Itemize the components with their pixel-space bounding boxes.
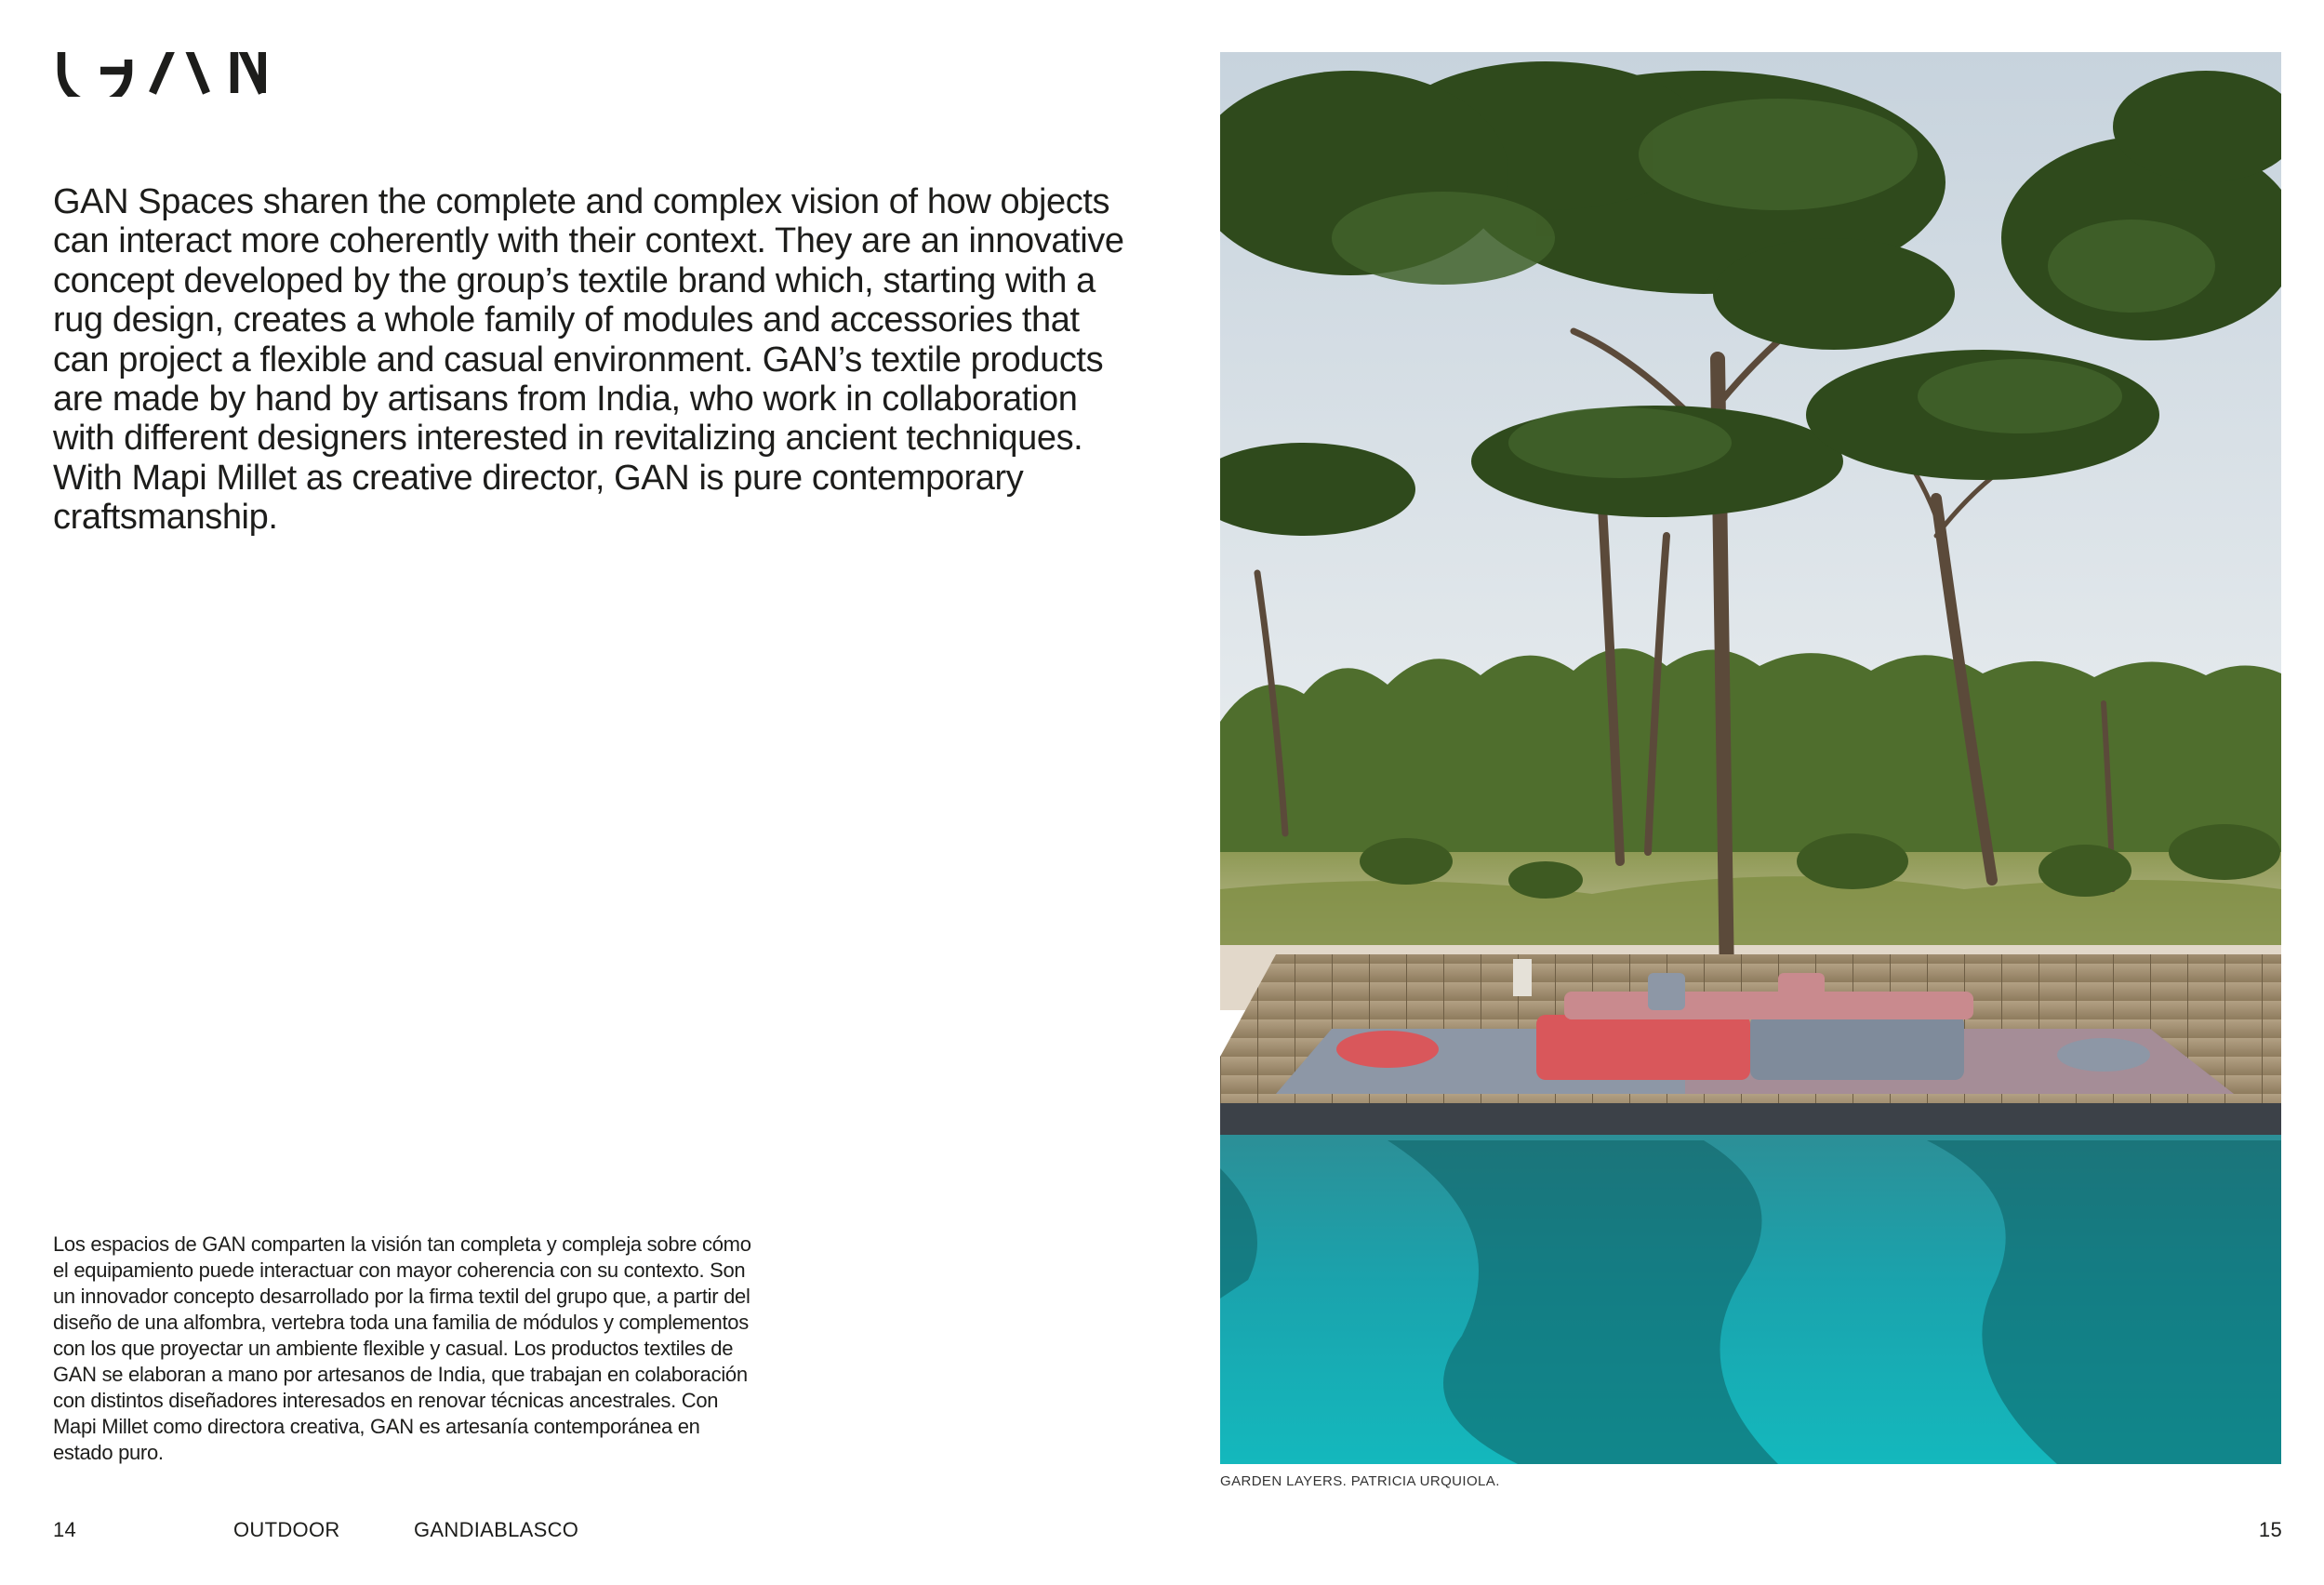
gan-logo: [52, 52, 266, 97]
page-number-right: 15: [2258, 1518, 2282, 1541]
garden-layers-photo: [1220, 52, 2281, 1464]
intro-paragraph-es: Los espacios de GAN comparten la visión tan completa y compleja sobre cómo el equipamiento puede interactuar con mayor coherencia con su contexto. Son un innovador concepto desarrollado por la firma textil del grupo que, a partir del diseño de una alfombra, vertebra toda una familia de módulos y complementos con los que proyectar un ambiente flexible y casual. Los productos textiles de GAN se elaboran a mano por artesanos de India, que trabajan en colaboración con distintos diseñadores interesados en renovar técnicas ancestrales. Con Mapi Millet como directora creativa, GAN es artesanía contemporánea en estado puro.: [53, 1232, 751, 1464]
brand-label: GANDIABLASCO: [414, 1518, 579, 1541]
page-number-left: 14: [53, 1518, 77, 1541]
intro-paragraph-en: GAN Spaces sharen the complete and complex vision of how objects can interact more coherently with their context. They are an innovative concept developed by the group’s textile brand which, starting with a rug design, creates a whole family of modules and accessories that can project a flexible and casual environment. GAN’s textile products are made by hand by artisans from India, who work in collaboration with different designers interested in revitalizing ancient techniques. With Mapi Millet as creative director, GAN is pure contemporary craftsmanship.: [53, 182, 1124, 538]
section-label: OUTDOOR: [233, 1518, 340, 1541]
photo-caption: GARDEN LAYERS. PATRICIA URQUIOLA.: [1220, 1473, 1500, 1489]
